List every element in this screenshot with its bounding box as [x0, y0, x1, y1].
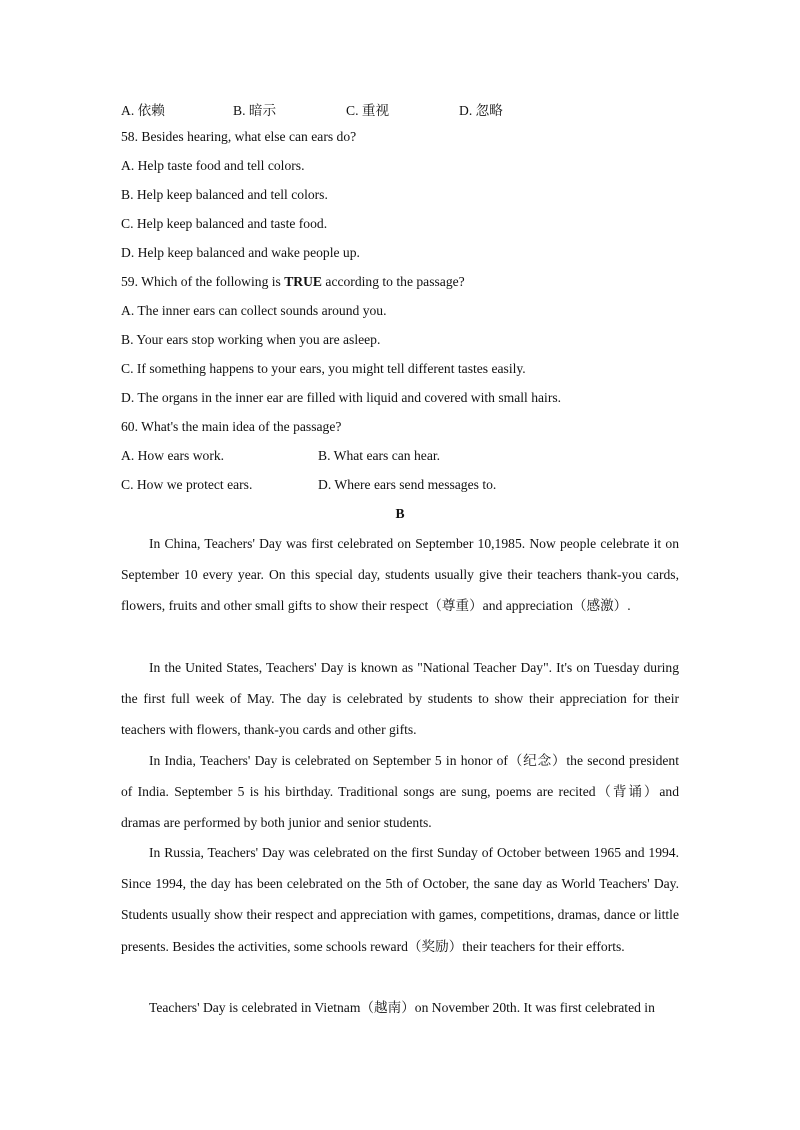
q59-option-b: B. Your ears stop working when you are asleep. [121, 332, 381, 347]
q60-option-d: D. Where ears send messages to. [318, 477, 497, 492]
q58-option-b: B. Help keep balanced and tell colors. [121, 187, 328, 202]
q59-question [121, 274, 465, 290]
passage-paragraph-vietnam: Teachers' Day is celebrated in Vietnam（越南）on November 20th. It was first celebrated in [149, 1000, 655, 1015]
q57-option-b: B. 暗示 [233, 103, 277, 118]
q59-option-d: D. The organs in the inner ear are filled with liquid and covered with small hairs. [121, 390, 562, 405]
q59-option-c: C. If something happens to your ears, you might tell different tastes easily. [121, 361, 526, 376]
q57-option-d: D. 忽略 [459, 103, 503, 118]
passage-paragraph-india: In India, Teachers' Day is celebrated on September 5 in honor of（纪念）the second president of India. September 5 is his birthday. Traditional songs are sung, poems are recited（背诵）and dramas are performed by both junior and senior students. [121, 753, 679, 831]
q58-question: 58. Besides hearing, what else can ears do? [121, 129, 357, 144]
q60-option-b: B. What ears can hear. [318, 448, 441, 463]
section-b-heading: B [395, 506, 405, 521]
q59-question-bold: TRUE [284, 274, 323, 289]
passage-paragraph-china: In China, Teachers' Day was first celebrated on September 10,1985. Now people celebrate it on September 10 every year. On this special day, students usually give their teachers thank-you cards, flowers, fruits and other small gifts to show their respect（尊重）and appreciation（感激）. [121, 536, 679, 614]
q60-option-c: C. How we protect ears. [121, 477, 253, 492]
q57-option-a: A. 依赖 [121, 103, 165, 118]
q58-option-d: D. Help keep balanced and wake people up. [121, 245, 360, 260]
passage-paragraph-russia: In Russia, Teachers' Day was celebrated on the first Sunday of October between 1965 and 1994. Since 1994, the day has been celebrated on the 5th of October, the sane day as World Teachers' Day. Students usually show their respect and appreciation with games, competitions, dramas, dance or little presents. Besides the activities, some schools reward（奖励）their teachers for their efforts. [121, 845, 679, 954]
q60-question: 60. What's the main idea of the passage? [121, 419, 342, 434]
q59-question-pre: 59. Which of the following is [121, 274, 285, 289]
q59-question-post: according to the passage? [322, 274, 465, 289]
q60-option-a: A. How ears work. [121, 448, 225, 463]
q57-option-c: C. 重视 [346, 103, 390, 118]
passage-paragraph-usa: In the United States, Teachers' Day is known as "National Teacher Day". It's on Tuesday during the first full week of May. The day is celebrated by students to show their appreciation for their teachers with flowers, thank-you cards and other gifts. [121, 660, 679, 738]
q58-option-a: A. Help taste food and tell colors. [121, 158, 305, 173]
q59-option-a: A. The inner ears can collect sounds around you. [121, 303, 387, 318]
q58-option-c: C. Help keep balanced and taste food. [121, 216, 328, 231]
